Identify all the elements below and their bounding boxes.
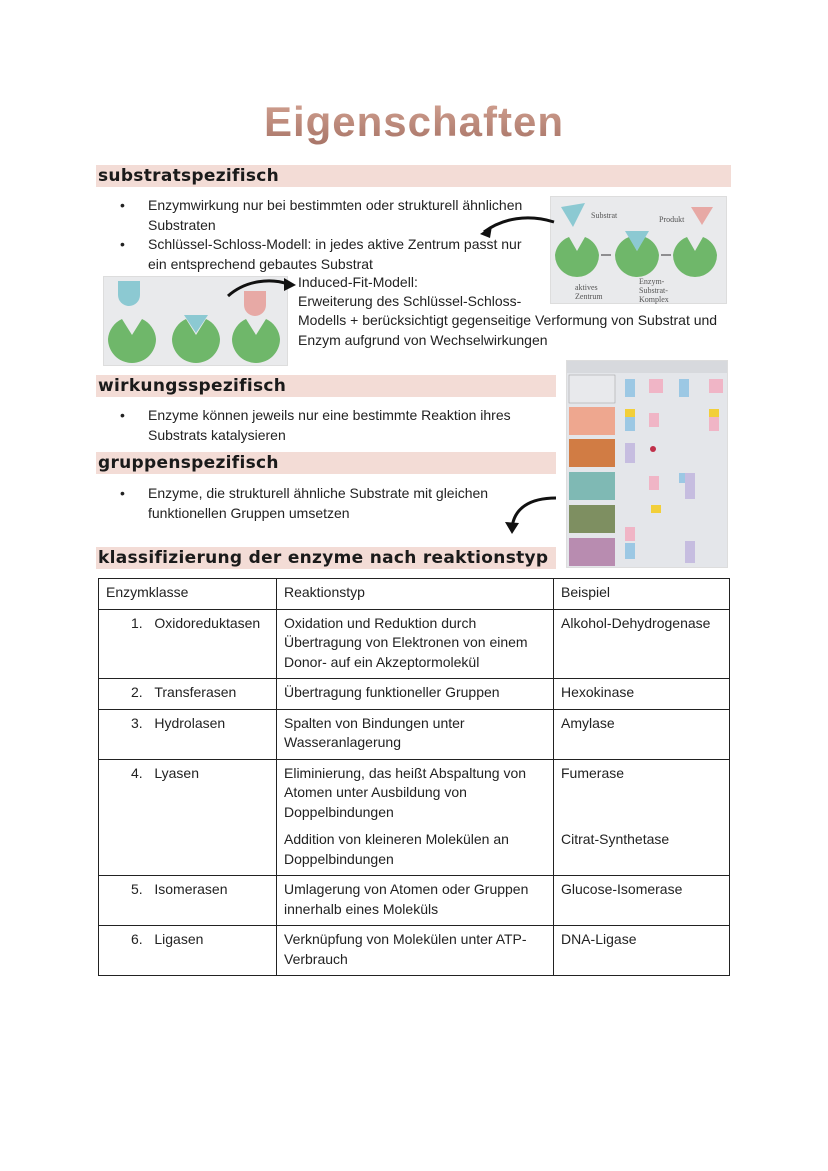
figure-label-produkt: Produkt <box>659 215 685 224</box>
table-row <box>99 926 730 976</box>
example: Hexokinase <box>554 679 730 710</box>
example: Glucose-Isomerase <box>554 876 730 926</box>
row-number: 2. <box>131 684 143 700</box>
table-row <box>99 709 730 759</box>
wirkung-bullets <box>148 406 538 445</box>
heading-gruppenspezifisch: gruppenspezifisch <box>98 453 279 473</box>
curved-arrow-icon <box>226 276 298 298</box>
table-row <box>99 609 730 679</box>
row-number: 5. <box>131 881 143 897</box>
enzyme-class: Isomerasen <box>154 881 228 897</box>
row-number: 4. <box>131 764 143 781</box>
figure-label-komplex: Enzym-Substrat-Komplex <box>639 277 669 304</box>
reaction-type: Verknüpfung von Molekülen unter ATP-Verbrauch <box>277 926 554 976</box>
page-title: Eigenschaften <box>0 98 828 146</box>
heading-substratspezifisch: substratspezifisch <box>98 166 280 186</box>
figure-label-zentrum: aktives Zentrum <box>575 283 603 301</box>
reaction-type: Umlagerung von Atomen oder Gruppen innerhalb eines Moleküls <box>277 876 554 926</box>
induced-fit-text-line1: Erweiterung des Schlüssel-Schloss- <box>298 293 522 309</box>
heading-klassifizierung: klassifizierung der enzyme nach reaktionstyp <box>98 548 549 568</box>
table-row <box>99 679 730 710</box>
gruppe-bullets <box>148 484 518 523</box>
column-header: Enzymklasse <box>99 579 277 610</box>
column-header: Reaktionstyp <box>277 579 554 610</box>
example-2: Citrat-Synthetase <box>561 831 670 847</box>
enzyme-class: Lyasen <box>154 764 199 781</box>
enzyme-class: Oxidoreduktasen <box>154 614 261 631</box>
induced-fit-text: Modells + berücksichtigt gegenseitige Verformung von Substrat und Enzym aufgrund von Wechselwirkungen <box>298 312 718 348</box>
enzyme-class: Ligasen <box>154 931 204 947</box>
row-number: 1. <box>131 614 143 631</box>
enzyme-classes-chart-icon <box>567 361 727 567</box>
table-header-row <box>99 579 730 610</box>
example: Fumerase <box>561 764 625 781</box>
bullet-item: • Enzyme können jeweils nur eine bestimmte Reaktion ihres Substrats katalysieren <box>148 406 538 445</box>
bullet-item: • Enzyme, die strukturell ähnliche Substrate mit gleichen funktionellen Gruppen umsetzen <box>148 484 518 523</box>
enzyme-class: Hydrolasen <box>154 714 226 731</box>
reaction-type: Übertragung funktioneller Gruppen <box>277 679 554 710</box>
enzyme-classes-figure <box>566 360 728 568</box>
example: Amylase <box>554 709 730 759</box>
column-header: Beispiel <box>554 579 730 610</box>
reaction-type: Oxidation und Reduktion durch Übertragung von Elektronen von einem Donor- auf ein Akzeptormolekül <box>277 609 554 679</box>
row-number: 6. <box>131 931 143 947</box>
bullet-item: • Enzymwirkung nur bei bestimmten oder strukturell ähnlichen Substraten <box>148 196 543 235</box>
induced-fit-title: Induced-Fit-Modell: <box>298 274 418 290</box>
example: Alkohol-Dehydrogenase <box>554 609 730 679</box>
curved-arrow-icon <box>500 494 560 536</box>
row-number: 3. <box>131 714 143 731</box>
reaction-type: Spalten von Bindungen unter Wasseranlagerung <box>277 709 554 759</box>
enzyme-classes-table <box>98 578 730 976</box>
table-row <box>99 759 730 876</box>
bullet-item: • Schlüssel-Schloss-Modell: in jedes aktive Zentrum passt nur ein entsprechend gebautes Substrat <box>148 235 543 274</box>
example: DNA-Ligase <box>554 926 730 976</box>
enzyme-class: Transferasen <box>154 684 237 700</box>
reaction-type-2: Addition von kleineren Molekülen an Doppelbindungen <box>284 831 509 867</box>
table-row <box>99 876 730 926</box>
figure-label-substrat: Substrat <box>591 211 618 220</box>
curved-arrow-icon <box>478 212 558 242</box>
lock-key-model-figure <box>550 196 727 304</box>
reaction-type: Eliminierung, das heißt Abspaltung von Atomen unter Ausbildung von Doppelbindungen <box>284 764 527 820</box>
heading-wirkungsspezifisch: wirkungsspezifisch <box>98 376 287 396</box>
